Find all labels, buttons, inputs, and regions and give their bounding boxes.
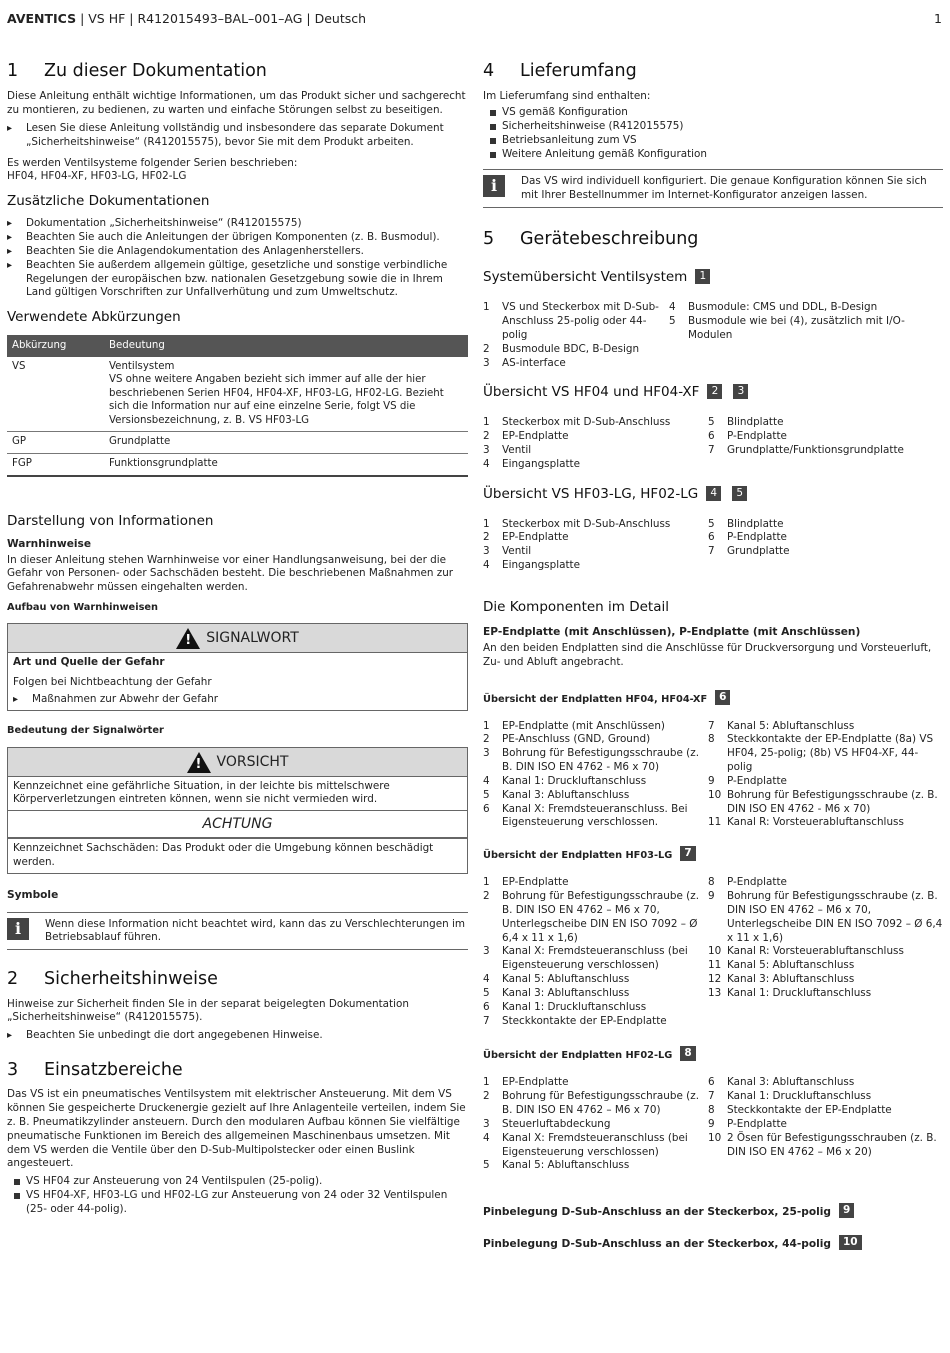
table-cell: Grundplatte xyxy=(104,432,468,454)
achtung-header: ACHTUNG xyxy=(8,810,467,838)
left-column xyxy=(7,60,468,1221)
legend-item: 9 Bohrung für Befestigungsschraube (z. B. DIN ISO EN 4762 – M6 x 70, Unterlegscheibe DIN EN ISO 7092 – Ø 6,4 x 11 x 1,6) xyxy=(708,890,943,944)
legend-item: 6 Kanal 3: Abluftanschluss xyxy=(708,1076,855,1089)
legend-item: 7 Grundplatte/Funktionsgrundplatte xyxy=(708,444,904,457)
legend-item: 11 Kanal R: Vorsteuerabluftanschluss xyxy=(708,816,904,829)
s1-series-list: HF04, HF04-XF, HF03-LG, HF02-LG xyxy=(7,170,187,183)
instruction-item: ▸ Lesen Sie diese Anleitung vollständig und insbesondere das separate Dokument „Sicherheitshinweise“ (R412015575), bevor Sie mit dem Produkt arbeiten. xyxy=(7,122,468,150)
figure-badge: 1 xyxy=(695,269,710,284)
legend-item: 9 P-Endplatte xyxy=(708,774,787,787)
darstellung-heading: Darstellung von Informationen xyxy=(7,512,214,529)
figure-badge: 9 xyxy=(839,1203,854,1218)
list-item: Sicherheitshinweise (R412015575) xyxy=(483,120,943,134)
legend-item: 2 PE-Anschluss (GND, Ground) xyxy=(483,733,651,746)
ep04-legend xyxy=(483,720,943,831)
legend-item: 7 Kanal 5: Abluftanschluss xyxy=(708,719,855,732)
legend-item: 1 VS und Steckerbox mit D-Sub-Anschluss 25-polig oder 44-polig xyxy=(483,301,659,341)
warning-triangle-icon: ! xyxy=(176,628,200,649)
legend-item: 6 P-Endplatte xyxy=(708,531,787,544)
endplatten-subheading: EP-Endplatte (mit Anschlüssen), P-Endplatte (mit Anschlüssen) xyxy=(483,625,861,638)
danger-consequence: Folgen bei Nichtbeachtung der Gefahr xyxy=(13,675,212,688)
table-row xyxy=(7,432,468,454)
zus-doc-heading: Zusätzliche Dokumentationen xyxy=(7,193,210,210)
ep04-heading: Übersicht der Endplatten HF04, HF04-XF 6 xyxy=(483,690,943,706)
section-5-heading: 5 Gerätebeschreibung xyxy=(483,229,699,250)
figure-badge: 4 xyxy=(706,486,721,501)
legend-item: 1 Steckerbox mit D-Sub-Anschluss xyxy=(483,517,671,530)
aufbau-heading: Aufbau von Warnhinweisen xyxy=(7,602,159,614)
vorsicht-header: ! VORSICHT xyxy=(8,748,467,777)
hf03-heading: Übersicht VS HF03-LG, HF02-LG 4 5 xyxy=(483,486,943,504)
table-cell: Ventilsystem VS ohne weitere Angaben bezieht sich immer auf alle der hier beschriebenen Serien HF04, HF04-XF, HF03-LG, HF02-LG. Bezieht sich die Information nur auf eine einzelne Serie, folgt VS die Versionsbezeichnung, z. B. VS HF03-LG xyxy=(104,357,468,432)
s3-text: Das VS ist ein pneumatisches Ventilsystem mit elektrischer Ansteuerung. Mit dem VS können Sie gespeicherte Druckenergie gezielt auf Ihre Anlagenteile verteilen, indem Sie z. B. Pneumatikzylinder ansteuern. Durch den modularen Aufbau können Sie vielfältige pneumatische Funktionen im Bereich des allgemeinen Maschinenbaus umsetzen. Mit dem VS werden die Ventile über den D-Sub-Multipolstecker oder einen Buslink angesteuert. xyxy=(7,1088,466,1170)
page-number: 1 xyxy=(934,11,942,26)
warning-structure-box xyxy=(7,623,468,710)
legend-item: 3 Ventil xyxy=(483,444,532,457)
legend-item: 9 P-Endplatte xyxy=(708,1117,787,1130)
list-item: Weitere Anleitung gemäß Konfiguration xyxy=(483,148,943,162)
legend-item: 5 Kanal 3: Abluftanschluss xyxy=(483,986,630,999)
hf03-legend xyxy=(483,518,943,573)
figure-badge: 7 xyxy=(680,846,695,861)
legend-item: 3 Ventil xyxy=(483,545,532,558)
legend-item: 4 Kanal 5: Abluftanschluss xyxy=(483,973,630,986)
figure-badge: 6 xyxy=(715,690,730,705)
list-item: ▸ Dokumentation „Sicherheitshinweise“ (R412015575) xyxy=(7,217,468,231)
section-4-heading: 4 Lieferumfang xyxy=(483,61,637,81)
legend-item: 2 Busmodule BDC, B-Design xyxy=(483,342,640,355)
ep02-legend xyxy=(483,1076,943,1173)
figure-badge: 5 xyxy=(732,486,747,501)
legend-item: 1 EP-Endplatte (mit Anschlüssen) xyxy=(483,719,665,732)
legend-item: 3 Steuerluftabdeckung xyxy=(483,1117,611,1130)
info-icon: i xyxy=(7,918,29,940)
figure-badge: 8 xyxy=(680,1046,695,1061)
legend-item: 11 Kanal 5: Abluftanschluss xyxy=(708,959,855,972)
legend-item: 1 EP-Endplatte xyxy=(483,876,569,889)
symbole-heading: Symbole xyxy=(7,888,59,901)
signal-words-box xyxy=(7,747,468,874)
bedeutung-heading: Bedeutung der Signalwörter xyxy=(7,724,164,736)
list-item: VS gemäß Konfiguration xyxy=(483,106,943,120)
legend-item: 10 Bohrung für Befestigungsschraube (z. B. DIN ISO EN 4762 - M6 x 70) xyxy=(708,788,938,815)
legend-item: 1 EP-Endplatte xyxy=(483,1076,569,1089)
legend-item: 2 Bohrung für Befestigungsschraube (z. B. DIN ISO EN 4762 – M6 x 70, Unterlegscheibe DIN EN ISO 7092 – Ø 6,4 x 11 x 1,6) xyxy=(483,890,699,944)
legend-item: 2 EP-Endplatte xyxy=(483,531,569,544)
section-2-heading: 2 Sicherheitshinweise xyxy=(7,969,218,990)
legend-item: 4 Busmodule: CMS und DDL, B-Design xyxy=(669,301,878,314)
warnhinweise-heading: Warnhinweise xyxy=(7,537,92,550)
legend-item: 2 Bohrung für Befestigungsschraube (z. B. DIN ISO EN 4762 – M6 x 70) xyxy=(483,1090,699,1117)
abbreviation-table xyxy=(7,335,468,477)
komponenten-heading: Die Komponenten im Detail xyxy=(483,598,669,615)
table-cell: Funktionsgrundplatte xyxy=(104,454,468,476)
legend-item: 6 P-Endplatte xyxy=(708,430,787,443)
legend-item: 5 Blindplatte xyxy=(708,517,784,530)
doc-info: | VS HF | R412015493–BAL–001–AG | Deutsch xyxy=(76,11,367,26)
legend-item: 2 EP-Endplatte xyxy=(483,430,569,443)
ep02-heading: Übersicht der Endplatten HF02-LG 8 xyxy=(483,1046,943,1062)
list-item: Betriebsanleitung zum VS xyxy=(483,134,943,148)
table-row xyxy=(7,454,468,476)
danger-source: Art und Quelle der Gefahr xyxy=(13,656,165,669)
legend-item: 5 Kanal 5: Abluftanschluss xyxy=(483,1159,630,1172)
achtung-text: Kennzeichnet Sachschäden: Das Produkt oder die Umgebung können beschädigt werden. xyxy=(8,838,467,873)
list-item: ▸ Beachten Sie die Anlagendokumentation des Anlagenherstellers. xyxy=(7,245,468,259)
table-header: Bedeutung xyxy=(104,335,468,357)
danger-measures: ▸ Maßnahmen zur Abwehr der Gefahr xyxy=(8,693,467,710)
hf04-legend xyxy=(483,416,943,471)
legend-item: 3 Kanal X: Fremdsteueranschluss (bei Eigensteuerung verschlossen) xyxy=(483,945,688,972)
s4-intro: Im Lieferumfang sind enthalten: xyxy=(483,90,651,103)
list-item: VS HF04-XF, HF03-LG und HF02-LG zur Ansteuerung von 24 oder 32 Ventilspulen (25- oder 44-polig). xyxy=(7,1189,468,1217)
ep03-legend xyxy=(483,876,943,1028)
legend-item: 5 Kanal 3: Abluftanschluss xyxy=(483,788,630,801)
s2-text: Hinweise zur Sicherheit finden SIe in der separat beigelegten Dokumentation „Sicherheitshinweise“ (R412015575). xyxy=(7,997,409,1024)
legend-item: 10 2 Ösen für Befestigungsschrauben (z. B. DIN ISO EN 4762 – M6 x 20) xyxy=(708,1131,937,1158)
list-item: ▸ Beachten Sie auch die Anleitungen der übrigen Komponenten (z. B. Busmodul). xyxy=(7,231,468,245)
hf04-heading: Übersicht VS HF04 und HF04-XF 2 3 xyxy=(483,384,943,402)
info-note xyxy=(483,169,943,208)
legend-item: 7 Kanal 1: Druckluftanschluss xyxy=(708,1090,872,1103)
table-cell: VS xyxy=(7,357,104,432)
legend-item: 5 Blindplatte xyxy=(708,416,784,429)
s3-list xyxy=(7,1175,468,1216)
list-item: ▸ Beachten Sie außerdem allgemein gültige, gesetzliche und sonstige verbindliche Regelungen der europäischen bzw. nationalen Gesetzgebung sowie die in Ihrem Land gültigen Vorschriften zur Unfallverhütung und zum Umweltschutz. xyxy=(7,259,468,300)
s2-instructions xyxy=(7,1029,468,1043)
ep03-heading: Übersicht der Endplatten HF03-LG 7 xyxy=(483,846,943,862)
brand-name: AVENTICS xyxy=(7,11,77,26)
page-header xyxy=(7,11,942,28)
s4-list xyxy=(483,106,943,161)
zus-doc-list xyxy=(7,217,468,300)
s1-series-intro: Es werden Ventilsysteme folgender Serien beschrieben: xyxy=(7,156,298,169)
table-cell: GP xyxy=(7,432,104,454)
legend-item: 10 Kanal R: Vorsteuerabluftanschluss xyxy=(708,945,904,958)
legend-item: 8 P-Endplatte xyxy=(708,876,787,889)
endplatten-text: An den beiden Endplatten sind die Anschlüsse für Druckversorgung und Vorsteuerluft, Zu- und Abluft angebracht. xyxy=(483,641,932,668)
info-text: Wenn diese Information nicht beachtet wird, kann das zu Verschlechterungen im Betriebsablauf führen. xyxy=(45,917,466,944)
warning-triangle-icon: ! xyxy=(187,752,211,773)
legend-item: 7 Grundplatte xyxy=(708,545,790,558)
figure-badge: 3 xyxy=(733,384,748,399)
legend-item: 6 Kanal 1: Druckluftanschluss xyxy=(483,1000,647,1013)
s1-intro: Diese Anleitung enthält wichtige Informationen, um das Produkt sicher und sachgerecht zu montieren, zu bedienen, zu warten und einfache Störungen selbst zu beseitigen. xyxy=(7,90,466,117)
legend-item: 6 Kanal X: Fremdsteueranschluss. Bei Eigensteuerung verschlossen. xyxy=(483,802,688,829)
figure-badge: 10 xyxy=(839,1235,862,1250)
info-note xyxy=(7,912,468,951)
pin25-heading: Pinbelegung D-Sub-Anschluss an der Steckerbox, 25-polig 9 xyxy=(483,1203,943,1219)
signalwort-header: ! SIGNALWORT xyxy=(8,624,467,653)
vorsicht-text: Kennzeichnet eine gefährliche Situation, in der leichte bis mittelschwere Körperverletzungen eintreten können, wenn sie nicht vermieden wird. xyxy=(13,779,390,806)
pin44-heading: Pinbelegung D-Sub-Anschluss an der Steckerbox, 44-polig 10 xyxy=(483,1235,943,1251)
legend-item: 3 AS-interface xyxy=(483,356,566,369)
info-text: Das VS wird individuell konfiguriert. Die genaue Konfiguration können Sie sich mit Ihrer Bestellnummer im Internet-Konfigurator anzeigen lassen. xyxy=(521,175,927,202)
legend-item: 8 Steckkontakte der EP-Endplatte xyxy=(708,1104,892,1117)
legend-item: 4 Eingangsplatte xyxy=(483,457,580,470)
legend-item: 13 Kanal 1: Druckluftanschluss xyxy=(708,986,872,999)
legend-item: 3 Bohrung für Befestigungsschraube (z. B. DIN ISO EN 4762 - M6 x 70) xyxy=(483,747,699,774)
instruction-item: ▸ Beachten Sie unbedingt die dort angegebenen Hinweise. xyxy=(7,1029,468,1043)
legend-item: 4 Kanal X: Fremdsteueranschluss (bei Eigensteuerung verschlossen) xyxy=(483,1131,688,1158)
info-icon: i xyxy=(483,175,505,197)
legend-item: 12 Kanal 3: Abluftanschluss xyxy=(708,973,855,986)
table-header: Abkürzung xyxy=(7,335,104,357)
table-cell: FGP xyxy=(7,454,104,476)
sys-heading: Systemübersicht Ventilsystem 1 xyxy=(483,269,943,287)
legend-item: 8 Steckkontakte der EP-Endplatte (8a) VS HF04, 25-polig; (8b) VS HF04-XF, 44-polig xyxy=(708,733,934,774)
sys-legend xyxy=(483,301,943,370)
legend-item: 4 Eingangsplatte xyxy=(483,559,580,572)
legend-item: 1 Steckerbox mit D-Sub-Anschluss xyxy=(483,416,671,429)
list-item: VS HF04 zur Ansteuerung von 24 Ventilspulen (25-polig). xyxy=(7,1175,468,1189)
legend-item: 5 Busmodule wie bei (4), zusätzlich mit I/O-Modulen xyxy=(669,315,905,341)
warnhinweise-text: In dieser Anleitung stehen Warnhinweise vor einer Handlungsanweisung, bei der die Gefahr von Personen- oder Sachschäden besteht. Die beschriebenen Maßnahmen zur Gefahrenabwehr müssen eingehalten werden. xyxy=(7,553,454,594)
figure-badge: 2 xyxy=(707,384,722,399)
table-row xyxy=(7,357,468,432)
legend-item: 7 Steckkontakte der EP-Endplatte xyxy=(483,1014,667,1027)
abk-heading: Verwendete Abkürzungen xyxy=(7,309,181,326)
legend-item: 4 Kanal 1: Druckluftanschluss xyxy=(483,774,647,787)
right-column xyxy=(483,60,943,1254)
s1-instructions xyxy=(7,122,468,150)
section-1-heading: 1 Zu dieser Dokumentation xyxy=(7,61,267,81)
section-3-heading: 3 Einsatzbereiche xyxy=(7,1060,183,1081)
